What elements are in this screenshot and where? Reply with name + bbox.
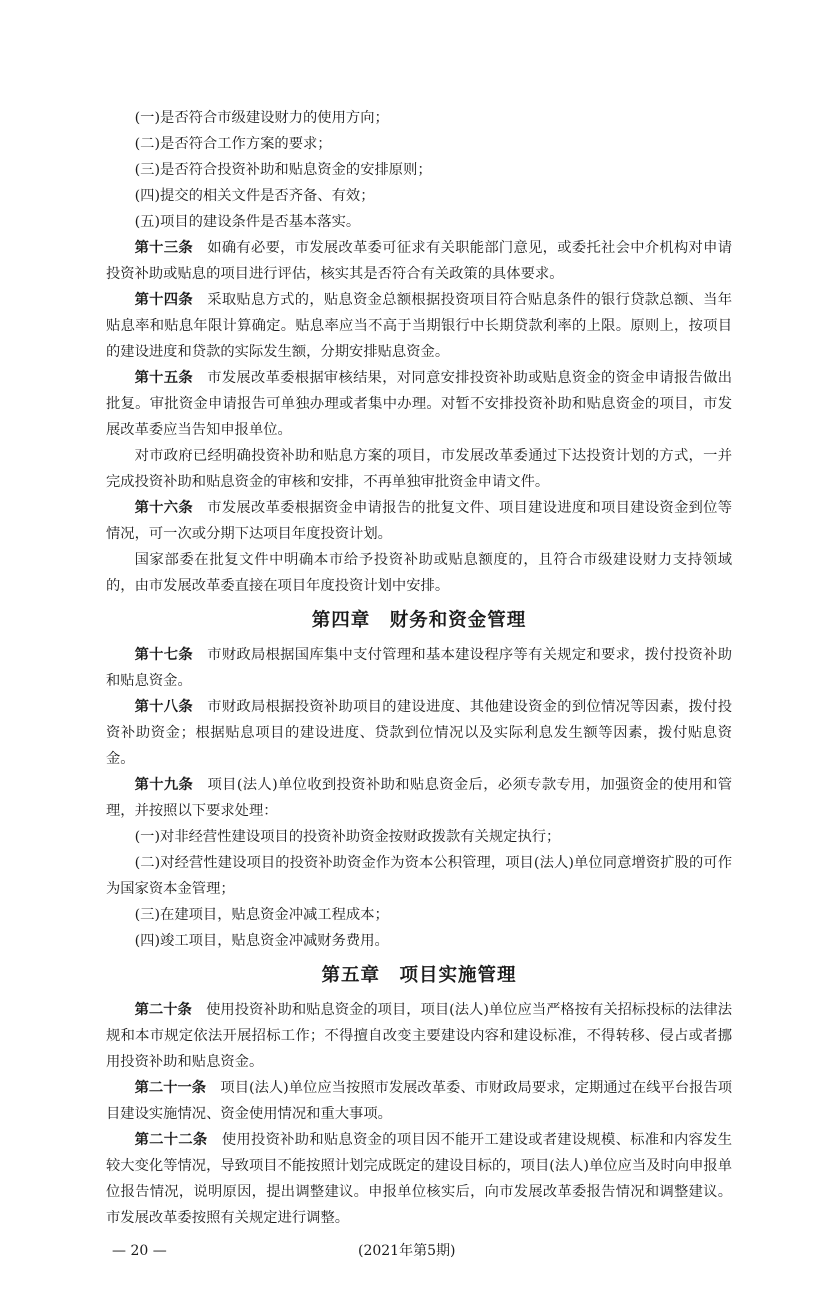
article-number: 第十八条 [134,699,193,715]
paragraph-text: 市发展改革委根据审核结果，对同意安排投资补助或贴息资金的资金申请报告做出批复。审批资金申请报告可单独办理或者集中办理。对暂不安排投资补助和贴息资金的项目，市发展改革委应当告知申报单位。 [106,370,733,438]
article-paragraph [106,694,732,772]
paragraph [106,157,732,183]
document-body [106,105,732,1231]
chapter-heading: 第五章 项目实施管理 [321,965,517,986]
paragraph [106,183,732,209]
paragraph-text: 如确有必要，市发展改革委可征求有关职能部门意见，或委托社会中介机构对申请投资补助或贴息的项目进行评估，核实其是否符合有关政策的具体要求。 [106,240,733,282]
article-paragraph [106,287,732,365]
paragraph [106,209,732,235]
paragraph-text: (一)对非经营性建设项目的投资补助资金按财政拨款有关规定执行； [134,829,561,845]
article-paragraph [106,495,732,547]
page-footer [106,1239,732,1263]
paragraph-text: (二)对经营性建设项目的投资补助资金作为资本公积管理，项目(法人)单位同意增资扩股的可作为国家资本金管理； [106,855,732,897]
article-number: 第二十一条 [134,1080,207,1096]
article-number: 第十七条 [134,647,193,663]
article-paragraph [106,997,732,1075]
article-number: 第二十二条 [134,1132,208,1148]
article-number: 第十五条 [134,370,193,386]
article-paragraph [106,772,732,824]
article-paragraph [106,1127,732,1231]
paragraph [106,131,732,157]
paragraph [106,902,732,928]
article-paragraph [106,365,732,443]
paragraph [106,850,732,902]
paragraph-text: 使用投资补助和贴息资金的项目，项目(法人)单位应当严格按有关招标投标的法律法规和本市规定依法开展招标工作；不得擅自改变主要建设内容和建设标准，不得转移、侵占或者挪用投资补助和贴息资金。 [106,1002,733,1070]
paragraph [106,443,732,495]
article-number: 第二十条 [134,1002,192,1018]
article-paragraph [106,642,732,694]
issue-label: (2021年第5期) [358,1243,456,1259]
paragraph [106,928,732,954]
article-number: 第十九条 [134,777,194,793]
paragraph-text: 对市政府已经明确投资补助和贴息方案的项目，市发展改革委通过下达投资计划的方式，一并完成投资补助和贴息资金的审核和安排，不再单独审批资金申请文件。 [106,448,732,490]
paragraph [106,824,732,850]
article-paragraph [106,1075,732,1127]
paragraph-text: 市财政局根据国库集中支付管理和基本建设程序等有关规定和要求，拨付投资补助和贴息资金。 [106,647,733,689]
article-number: 第十三条 [134,240,193,256]
paragraph [106,547,732,599]
paragraph-text: 使用投资补助和贴息资金的项目因不能开工建设或者建设规模、标准和内容发生较大变化等情况，导致项目不能按照计划完成既定的建设目标的，项目(法人)单位应当及时向申报单位报告情况，说明原因，提出调整建议。申报单位核实后，向市发展改革委报告情况和调整建议。市发展改革委按照有关规定进行调整。 [106,1132,733,1226]
paragraph-text: (三)是否符合投资补助和贴息资金的安排原则； [134,162,432,178]
paragraph-text: 项目(法人)单位应当按照市发展改革委、市财政局要求，定期通过在线平台报告项目建设实施情况、资金使用情况和重大事项。 [106,1080,733,1122]
paragraph-text: (二)是否符合工作方案的要求； [134,136,332,152]
paragraph-text: (五)项目的建设条件是否基本落实。 [134,214,361,230]
paragraph-text: (四)竣工项目，贴息资金冲减财务费用。 [134,933,389,949]
paragraph-text: (一)是否符合市级建设财力的使用方向； [134,110,389,126]
article-number: 第十六条 [134,500,193,516]
article-number: 第十四条 [134,292,193,308]
article-paragraph [106,235,732,287]
paragraph-text: 采取贴息方式的，贴息资金总额根据投资项目符合贴息条件的银行贷款总额、当年贴息率和贴息年限计算确定。贴息率应当不高于当期银行中长期贷款利率的上限。原则上，按项目的建设进度和贷款的实际发生额，分期安排贴息资金。 [106,292,733,360]
paragraph-text: (三)在建项目，贴息资金冲减工程成本； [134,907,389,923]
paragraph-text: 项目(法人)单位收到投资补助和贴息资金后，必须专款专用，加强资金的使用和管理，并按照以下要求处理： [106,777,732,819]
chapter-heading: 第四章 财务和资金管理 [311,610,527,631]
paragraph-text: 市发展改革委根据资金申请报告的批复文件、项目建设进度和项目建设资金到位等情况，可一次或分期下达项目年度投资计划。 [106,500,733,542]
page-number: — 20 — [112,1243,167,1259]
paragraph-text: (四)提交的相关文件是否齐备、有效； [134,188,375,204]
paragraph [106,105,732,131]
paragraph-text: 国家部委在批复文件中明确本市给予投资补助或贴息额度的，且符合市级建设财力支持领域的，由市发展改革委直接在项目年度投资计划中安排。 [106,552,732,594]
paragraph-text: 市财政局根据投资补助项目的建设进度、其他建设资金的到位情况等因素，拨付投资补助资金；根据贴息项目的建设进度、贷款到位情况以及实际利息发生额等因素，拨付贴息资金。 [106,699,733,767]
